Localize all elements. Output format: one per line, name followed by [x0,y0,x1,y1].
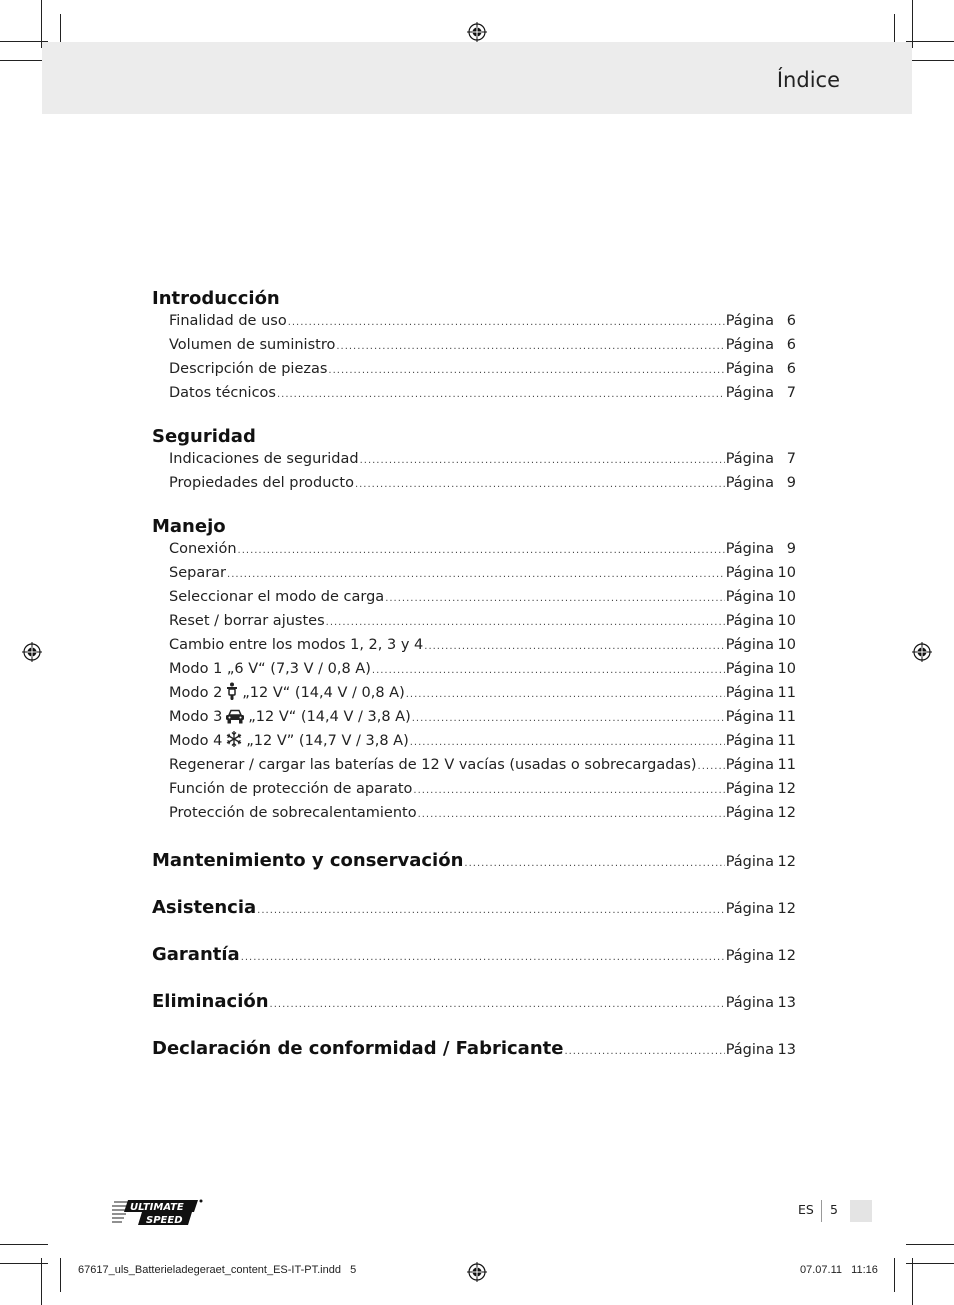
toc-entry[interactable] [152,562,796,586]
car-icon [225,709,245,724]
leader-dots [413,780,724,802]
page-word: Página [725,337,774,353]
toc-main-entry[interactable] [152,989,796,1018]
entry-label [169,730,409,752]
page-number: 13 [777,995,796,1011]
toc-entry[interactable] [152,358,796,382]
page-number: 7 [786,385,796,401]
page-number: 13 [777,1042,796,1058]
page-title: Índice [776,68,840,92]
page-number-footer: 5 [830,1202,838,1217]
page-number: 12 [777,948,796,964]
leader-dots [241,945,725,971]
entry-label: Propiedades del producto [169,475,354,491]
crop-mark [912,0,913,48]
leader-dots [326,612,725,634]
crop-mark [906,41,954,42]
leader-dots [257,898,725,924]
toc-section-seguridad [152,426,796,496]
entry-label-prefix: Modo 2 [169,685,223,701]
page-word: Página [725,709,774,725]
page-word: Página [725,948,774,964]
toc-entry[interactable] [152,382,796,406]
entry-label-suffix: „12 V“ (14,4 V / 0,8 A) [242,685,405,701]
print-slug-file: 67617_uls_Batterieladegeraet_content_ES-IT-PT.indd 5 [78,1264,357,1276]
leader-dots [277,384,725,406]
page-word: Página [725,781,774,797]
page-word: Página [725,757,774,773]
page-word: Página [725,613,774,629]
page-word: Página [725,541,774,557]
page-number: 10 [777,613,796,629]
page-number: 10 [777,589,796,605]
page-word: Página [725,565,774,581]
leader-dots [418,804,725,826]
leader-dots [410,732,725,754]
page-number: 12 [777,805,796,821]
toc-entry[interactable] [152,706,796,730]
section-title: Introducción [152,288,280,309]
snowflake-icon [225,730,243,748]
leader-dots [698,756,725,778]
page-word: Página [725,385,774,401]
entry-label: Regenerar / cargar las baterías de 12 V vacías (usadas o sobrecargadas) [169,757,697,773]
toc-main-entry[interactable] [152,942,796,971]
motorcycle-icon [225,682,239,700]
crop-mark [0,1244,48,1245]
page-word: Página [725,1042,774,1058]
entry-label-prefix: Modo 4 [169,733,223,749]
crop-mark [41,0,42,48]
leader-dots [227,564,725,586]
page-number: 11 [777,757,796,773]
leader-dots [355,474,725,496]
leader-dots [360,450,725,472]
crop-mark [894,1258,895,1292]
registration-mark-icon [467,22,487,42]
logo-line2: SPEED [146,1215,183,1226]
page-number: 11 [777,709,796,725]
entry-label: Función de protección de aparato [169,781,413,797]
toc-entry[interactable] [152,802,796,826]
ultimate-speed-logo [112,1198,204,1228]
page-number: 12 [777,901,796,917]
page-word: Página [725,361,774,377]
leader-dots [288,312,725,334]
page-word: Página [725,589,774,605]
entry-label: Datos técnicos [169,385,276,401]
entry-label [169,706,411,728]
page-word: Página [725,805,774,821]
page-number: 11 [777,685,796,701]
leader-dots [464,851,724,877]
page-word: Página [725,901,774,917]
entry-label: Modo 1 „6 V“ (7,3 V / 0,8 A) [169,661,371,677]
entry-label: Cambio entre los modos 1, 2, 3 y 4 [169,637,424,653]
page-number: 6 [786,337,796,353]
print-slug-date: 07.07.11 11:16 [800,1264,878,1276]
leader-dots [336,336,724,358]
toc-entry[interactable] [152,610,796,634]
language-code: ES [798,1202,814,1217]
page-word: Página [725,995,774,1011]
page-number: 6 [786,361,796,377]
main-entry-label: Garantía [152,944,240,965]
entry-label-suffix: „12 V“ (14,4 V / 3,8 A) [248,709,411,725]
entry-label: Seleccionar el modo de carga [169,589,385,605]
toc-section-introduccion [152,288,796,406]
leader-dots [372,660,725,682]
page-number: 12 [777,781,796,797]
toc-main-entry[interactable] [152,1036,796,1065]
entry-label: Volumen de suministro [169,337,336,353]
footer-tab [850,1200,872,1222]
crop-mark [41,1258,42,1305]
toc-entry[interactable] [152,538,796,562]
section-title: Seguridad [152,426,256,447]
logo-line1: ULTIMATE [130,1202,184,1213]
page-word: Página [725,854,774,870]
toc-entry[interactable] [152,310,796,334]
main-entry-label: Declaración de conformidad / Fabricante [152,1038,564,1059]
page-word: Página [725,637,774,653]
main-entry-label: Mantenimiento y conservación [152,850,464,871]
entry-label-suffix: „12 V” (14,7 V / 3,8 A) [246,733,409,749]
main-entry-label: Eliminación [152,991,269,1012]
toc-entry[interactable] [152,682,796,706]
leader-dots [270,992,725,1018]
toc-section-manejo [152,516,796,826]
crop-mark [906,1263,954,1264]
page-number: 9 [786,541,796,557]
page-number: 10 [777,637,796,653]
entry-label: Descripción de piezas [169,361,328,377]
page-number: 6 [786,313,796,329]
registration-mark-icon [467,1262,487,1282]
leader-dots [424,636,724,658]
leader-dots [238,540,725,562]
page-word: Página [725,661,774,677]
leader-dots [564,1039,724,1065]
entry-label: Separar [169,565,227,581]
page-word: Página [725,685,774,701]
entry-label [169,682,405,704]
leader-dots [406,684,725,706]
main-entry-label: Asistencia [152,897,257,918]
toc-main-entry[interactable] [152,895,796,924]
header-band [42,42,912,114]
toc-main-entry[interactable] [152,848,796,877]
toc-entry[interactable] [152,472,796,496]
page-number: 11 [777,733,796,749]
crop-mark [906,1244,954,1245]
crop-mark [912,1258,913,1305]
leader-dots [412,708,725,730]
toc-entry[interactable] [152,730,796,754]
toc-entry[interactable] [152,754,796,778]
page-word: Página [725,313,774,329]
page-word: Página [725,733,774,749]
toc-entry[interactable] [152,778,796,802]
entry-label: Reset / borrar ajustes [169,613,325,629]
toc-entry[interactable] [152,586,796,610]
footer-divider [821,1200,822,1222]
leader-dots [385,588,725,610]
entry-label-prefix: Modo 3 [169,709,223,725]
registration-mark-icon [912,642,932,662]
toc-entry[interactable] [152,334,796,358]
page-word: Página [725,475,774,491]
toc-entry[interactable] [152,448,796,472]
page-word: Página [725,451,774,467]
page-number: 10 [777,565,796,581]
page-number: 9 [786,475,796,491]
crop-mark [0,60,48,61]
entry-label: Protección de sobrecalentamiento [169,805,417,821]
toc-entry[interactable] [152,634,796,658]
page-number: 10 [777,661,796,677]
table-of-contents [152,288,796,1065]
registration-mark-icon [22,642,42,662]
page-number: 7 [786,451,796,467]
page-number: 12 [777,854,796,870]
entry-label: Conexión [169,541,237,557]
entry-label: Indicaciones de seguridad [169,451,359,467]
toc-entry[interactable] [152,658,796,682]
crop-mark [60,1258,61,1292]
leader-dots [328,360,724,382]
entry-label: Finalidad de uso [169,313,287,329]
section-title: Manejo [152,516,226,537]
crop-mark [906,60,954,61]
